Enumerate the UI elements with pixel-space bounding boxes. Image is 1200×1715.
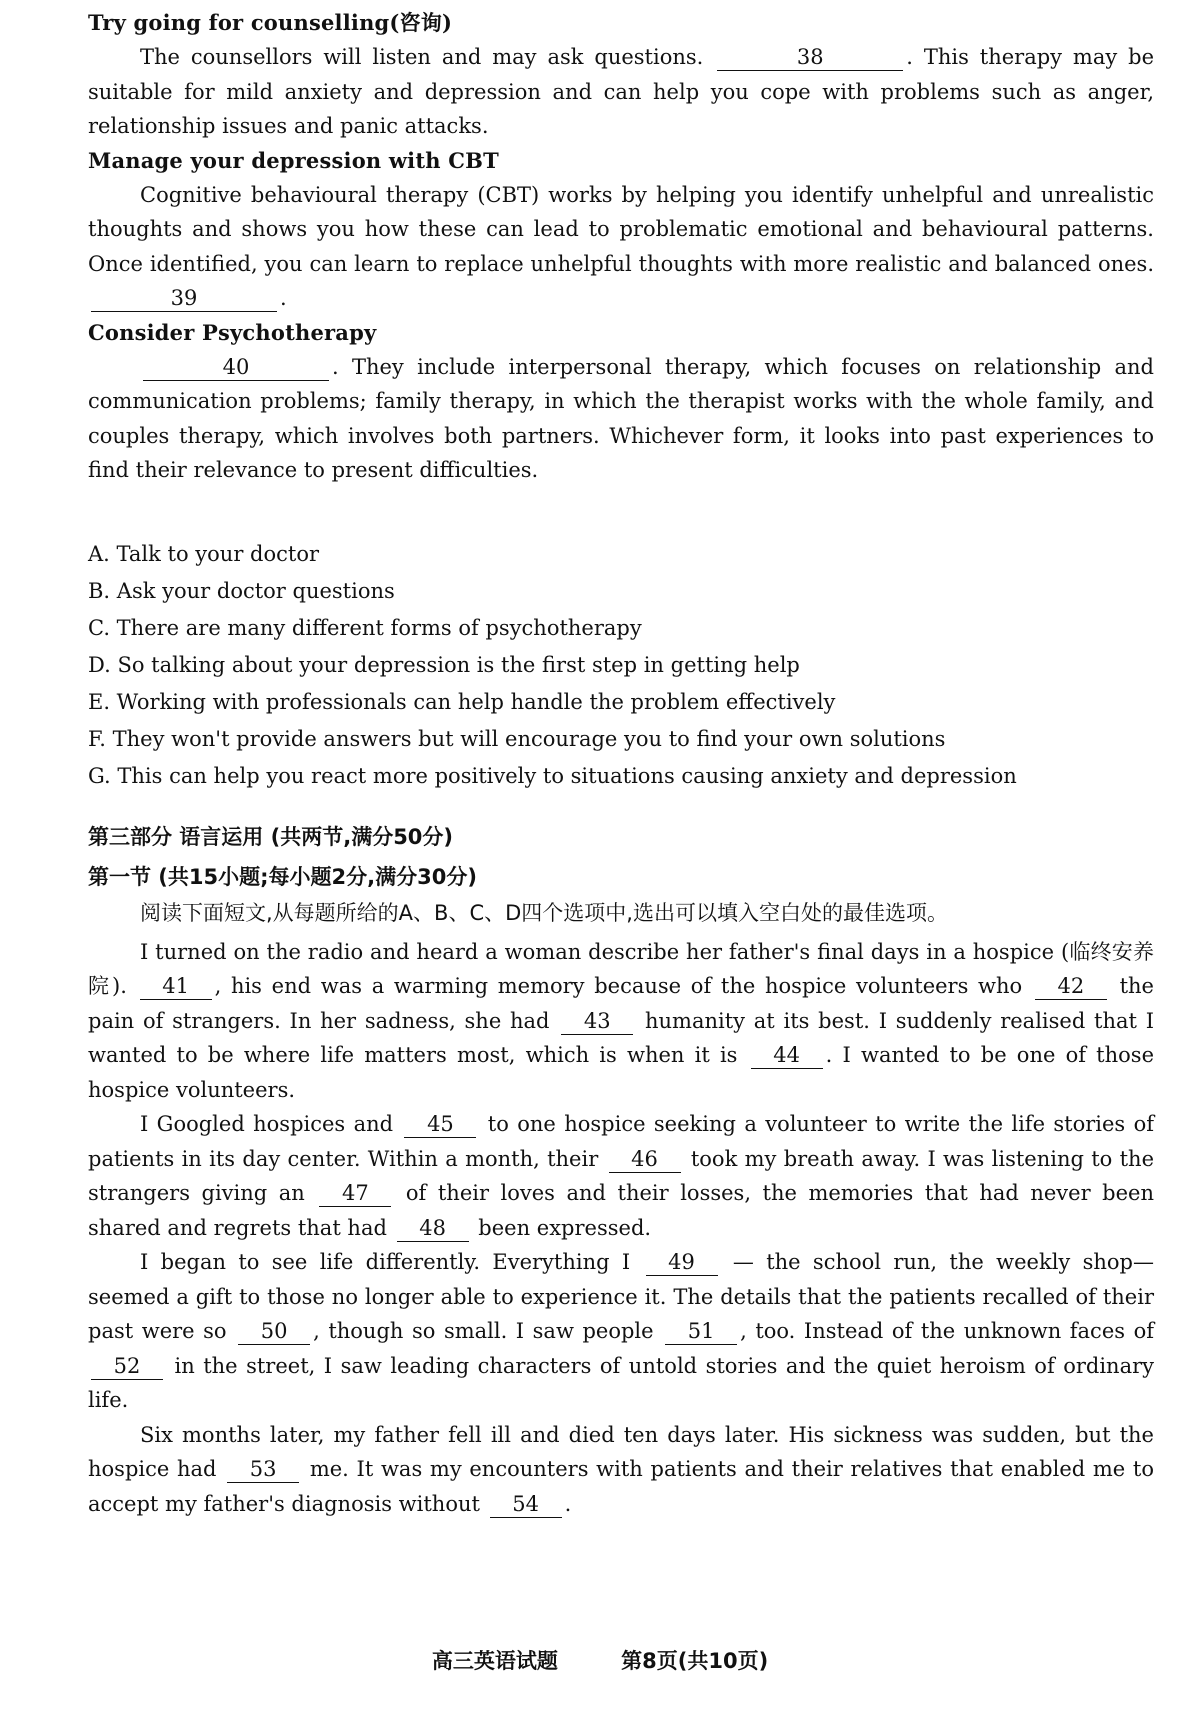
- heading-cbt: Manage your depression with CBT: [88, 147, 499, 173]
- blank-39: 39: [91, 285, 277, 312]
- blank-46: 46: [609, 1146, 681, 1173]
- options-list: [88, 536, 1154, 795]
- reading-section: [88, 6, 1154, 488]
- passage-text: . I wanted to be one of those hospice volunteers.: [88, 1043, 1154, 1102]
- option-f: F. They won't provide answers but will encourage you to find your own solutions: [88, 727, 946, 751]
- passage-text: I turned on the radio and heard a woman describe her father's final days in a hospice (临终安养院).: [88, 939, 1154, 998]
- passage-text: me. It was my encounters with patients and their relatives that enabled me to accept my father's diagnosis without: [88, 1457, 1154, 1516]
- instruction-text: 阅读下面短文,从每题所给的A、B、C、D四个选项中,选出可以填入空白处的最佳选项。: [140, 901, 948, 925]
- passage-text: of their loves and their losses, the memories that had never been shared and regrets that had: [88, 1181, 1154, 1240]
- passage-text: I began to see life differently. Everything I: [140, 1250, 643, 1274]
- part-three: [88, 818, 1154, 1521]
- passage-text: .: [564, 1491, 572, 1516]
- passage-text: took my breath away. I was listening to the strangers giving an: [88, 1146, 1155, 1205]
- paragraph-text: .: [280, 286, 287, 310]
- passage-text: Six months later, my father fell ill and died ten days later. His sickness was sudden, but the hospice had: [88, 1422, 1154, 1481]
- blank-47: 47: [319, 1180, 391, 1207]
- option-a: A. Talk to your doctor: [88, 542, 319, 566]
- heading-counselling: Try going for counselling(咨询): [88, 10, 453, 35]
- blank-53: 53: [227, 1456, 299, 1483]
- passage-text: , too. Instead of the unknown faces of: [740, 1319, 1154, 1343]
- paragraph-text: Cognitive behavioural therapy (CBT) works by helping you identify unhelpful and unrealistic thoughts and shows you how these can lead to problematic emotional and behavioural patterns. Once identified, you can learn to replace unhelpful thoughts with more realistic and balanced ones.: [88, 182, 1154, 276]
- passage-text: — the school run, the weekly shop— seemed a gift to those no longer able to experience it. The details that the patients recalled of their past were so: [88, 1250, 1154, 1343]
- option-g: G. This can help you react more positively to situations causing anxiety and depression: [88, 764, 1017, 788]
- footer-subject: 高三英语试题: [431, 1649, 558, 1673]
- paragraph-text: . They include interpersonal therapy, which focuses on relationship and communication problems; family therapy, in which the therapist works with the whole family, and couples therapy, which involves both partners. Whichever form, it looks into past experiences to find their relevance to present difficulties.: [88, 354, 1154, 482]
- passage-text: , though so small. I saw people: [313, 1319, 663, 1343]
- paragraph-text: . This therapy may be suitable for mild anxiety and depression and can help you cope with problems such as anger, relationship issues and panic attacks.: [88, 45, 1154, 138]
- option-d: D. So talking about your depression is the first step in getting help: [88, 653, 800, 677]
- section-one-title: 第一节 (共15小题;每小题2分,满分30分): [88, 865, 477, 889]
- part-three-title: 第三部分 语言运用 (共两节,满分50分): [88, 825, 454, 849]
- page-footer: [0, 1645, 1200, 1675]
- blank-40: 40: [143, 354, 329, 381]
- option-c: C. There are many different forms of psychotherapy: [88, 616, 642, 640]
- paragraph-counselling: [88, 40, 1154, 144]
- passage-text: I Googled hospices and: [140, 1112, 402, 1136]
- passage-text: the pain of strangers. In her sadness, she had: [88, 974, 1154, 1033]
- paragraph-cbt: [88, 178, 1154, 316]
- footer-page-number: 第8页(共10页): [621, 1649, 769, 1673]
- passage-paragraph-2: [88, 1107, 1154, 1245]
- passage-text: humanity at its best. I suddenly realised that I wanted to be where life matters most, which is when it is: [88, 1008, 1154, 1067]
- passage-paragraph-4: [88, 1418, 1154, 1522]
- blank-45: 45: [404, 1111, 476, 1138]
- blank-43: 43: [561, 1008, 633, 1035]
- blank-44: 44: [751, 1042, 823, 1069]
- blank-49: 49: [646, 1249, 718, 1276]
- blank-51: 51: [665, 1318, 737, 1345]
- blank-48: 48: [397, 1215, 469, 1242]
- blank-38: 38: [717, 44, 903, 71]
- paragraph-text: The counsellors will listen and may ask questions.: [140, 45, 704, 69]
- option-b: B. Ask your doctor questions: [88, 579, 395, 603]
- option-e: E. Working with professionals can help handle the problem effectively: [88, 690, 836, 714]
- heading-psychotherapy: Consider Psychotherapy: [88, 319, 377, 345]
- paragraph-psychotherapy: [88, 350, 1154, 488]
- blank-54: 54: [490, 1491, 562, 1518]
- blank-52: 52: [91, 1353, 163, 1380]
- passage-text: in the street, I saw leading characters of untold stories and the quiet heroism of ordinary life.: [88, 1353, 1154, 1412]
- blank-50: 50: [238, 1318, 310, 1345]
- passage-text: to one hospice seeking a volunteer to write the life stories of patients in its day center. Within a month, their: [88, 1112, 1154, 1171]
- blank-42: 42: [1035, 973, 1107, 1000]
- blank-41: 41: [140, 973, 212, 1000]
- passage-paragraph-1: [88, 935, 1154, 1108]
- passage-text: been expressed.: [471, 1215, 652, 1240]
- passage-paragraph-3: [88, 1245, 1154, 1418]
- passage-text: , his end was a warming memory because of the hospice volunteers who: [214, 974, 1032, 998]
